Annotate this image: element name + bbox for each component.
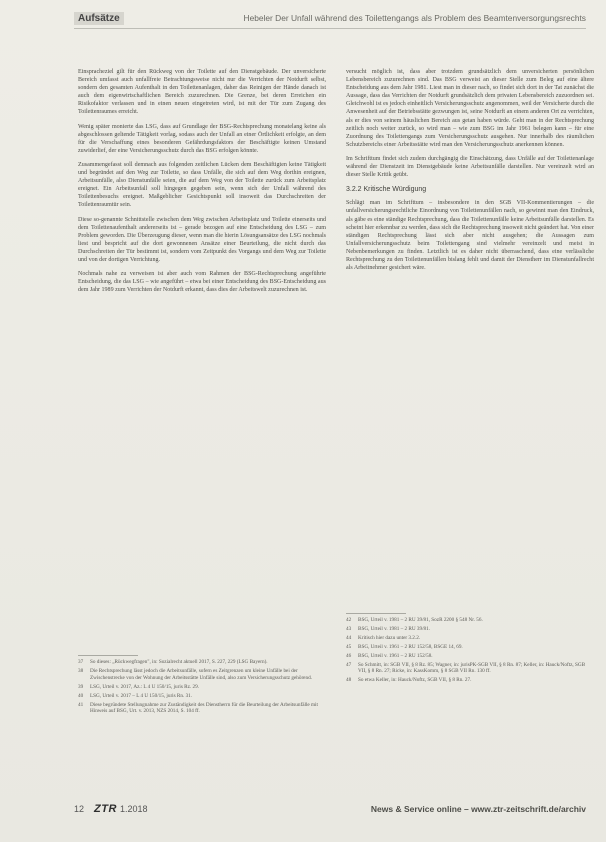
footnote-number: 46 — [346, 652, 352, 659]
footnote-number: 48 — [346, 677, 352, 684]
paragraph: Zusammengefasst soll demnach aus folgenden zeitlichen Lücken dem Beschäftigten keine Tätigkeit und begründet auf den Weg zur Toilette, so dass Unfälle, die sich auf dem Weg dorthin ereignen, Arbeitsunfälle, also Dienstunfälle seien, die auf dem Weg von der Toilette zurück zum Arbeitsplatz ereignet. Ein Arbeitsunfall soll hingegen gegeben sein, wenn sich der Unfall während des Toilettenbesuchs ereignet. Maßgeblicher Gesichtspunkt soll insoweit das Durchschreiten der Toilettenraumtür sein. — [78, 161, 326, 209]
archive-url[interactable]: www.ztr-zeitschrift.de/archiv — [471, 804, 586, 814]
footnote — [346, 677, 594, 684]
issue-number: 1.2018 — [120, 804, 148, 814]
footnote-text: BSG, Urteil v. 1981 – 2 RU 39/81. — [358, 625, 431, 632]
online-archive-link[interactable] — [371, 804, 586, 814]
journal-logo: ZTR — [94, 803, 117, 815]
paragraph: Wenig später monierte das LSG, dass auf Grundlage der BSG-Rechtsprechung monatelang keine als abgeschlossen geltende Tätigkeit vorlag, sodass auch der Unfall an einer Örtlichkeit erfolgte, an dem für die Verschaffung eines besonderen Gefährdungsfaktors der Beschäftigte keinen Umstand zuwiderlief, der eine Versicherungsschutz durch das BSG erfolgen könnte. — [78, 123, 326, 154]
footnote-text: BSG, Urteil v. 1981 – 2 RU 39/81, SozR 2200 § 548 Nr. 56. — [358, 617, 483, 623]
footnote-text: So etwa Keller, in: Hauck/Noftz, SGB VII, § 8 Rn. 27. — [358, 677, 472, 684]
footnote-number: 38 — [78, 667, 84, 674]
footnote-text: LSG, Urteil v. 2017 – L 4 U 150/15, juris Rn. 31. — [90, 692, 193, 699]
footnotes-left — [78, 659, 326, 717]
paragraph: Nochmals nahe zu verweisen ist aber auch vom Rahmen der BSG-Rechtsprechung angeführte Entscheidung, die das LSG – wie angeführt – etwa bei einer Entscheidung des BSG-Entscheidung aus dem Jahr 1989 zum Verrichten der Notdurft erkannt, dass dies der Arbeitswelt zuzurechnen ist. — [78, 271, 326, 294]
footnote-text: So Schmitt, in: SGB VII, § 8 Rz. 85; Wagner, in: jurisPK-SGB VII, § 8 Rn. 87; Keller, in: Hauck/Noftz, SGB VII, § 8 Rn. 27; Ricke, in: KassKomm, § 8 SGB VII Rn. 130 ff. — [358, 661, 586, 675]
footnote-number: 45 — [346, 643, 352, 650]
footnote-number: 44 — [346, 634, 352, 641]
footnote — [346, 626, 594, 633]
page-footer — [74, 804, 586, 818]
right-column — [346, 68, 594, 276]
news-label: News & Service online – — [370, 804, 472, 814]
footnotes-right — [346, 617, 594, 686]
paragraph: Schlägt man im Schrifttum – insbesondere in den SGB VII-Kommentierungen – die unfallversicherungsrechtliche Einordnung von Toilettenunfällen nach, so gewinnt man den Eindruck, als gäbe es eine ständige Rechtsprechung, dass die Toilettenunfälle keine Arbeitsunfälle darstellen. Es scheint hier erkennbar zu werden, dass sich die Rechtsprechung insoweit nicht geändert hat. Von einer ständigen Rechtsprechung lässt sich aber nicht ausgehen; die Aussagen zum Unfallversicherungsschutz beim Toilettengang sind vielmehr vereinzelt und meist in Nebenbemerkungen zu finden. Letztlich ist es daher nicht überraschend, dass eine verlässliche Rechtsprechung zu den Toilettenunfällen bislang fehlt und damit der Dienstherr im Dienstunfallrecht als Arbeitnehmer gesichert wäre. — [346, 200, 594, 272]
footnote-number: 39 — [78, 683, 84, 690]
paragraph: Einspracheziel gilt für den Rückweg von der Toilette auf den Dienstgebäude. Der unversicherte Bereich umfasst auch unfallfreie Betrachtungsweise nicht nur die Verrichten der Notdurft selbst, sondern den gesamten Aufenthalt in den Toilettenanlagen, daher das Reinigen der Hände danach ist auch dem eigenwirtschaftlichen Bereich zuzurechnen. Die Grenze, bei deren Erreichen ein Risikofaktor verlassen und in einen neuen eingetreten wird, ist mit der Tür zum Zugang des Toilettenraumes erreicht. — [78, 69, 326, 116]
paragraph: Diese so-genannte Schnittstelle zwischen dem Weg zwischen Arbeitsplatz und Toilette einerseits und dem Toilettenaufenthalt andererseits ist – gerade bezogen auf eine Entscheidung des LSG – zum Problem geworden. Die Überzeugung dieser, wenn man die hierin Lösungsansätze des LSG nochmals liest und bespricht auf die dort gewonnenen Ansätze einer Beurteilung, die nicht durch das Durchschreiten der Tür bestimmt ist, sondern vom Zeitpunkt des Vorgangs und dem Weg zur Toilette und von der dortigen Verrichtung. — [78, 216, 326, 263]
paragraph: versucht möglich ist, dass aber trotzdem grundsätzlich dem unversicherten persönlichen Lebensbereich zuzurechnen sind. Das BSG verweist an dieser Stelle zum Beleg auf eine ältere Entscheidung aus dem Jahr 1981. Liest man in dieser nach, so findet sich dort in der Tat zunächst die Aussage, dass das Verrichten der Notdurft grundsätzlich dem privaten Lebensbereich zuzuordnen sei. Gleichwohl ist es jedoch einheitlich Versicherungsschutz angenommen, weil der Versicherte durch die Anwesenheit auf der Betriebsstätte gezwungen ist, seine Notdurft an einem anderen Ort zu verrichten, als er dies von seinem häuslichen Bereich aus getan haben würde. Geht man in der Rechtsprechung zeitlich noch weiter zurück, so wird man – wie zum BSG im Jahr 1961 belegen kann – für eine Zuordnung des Toilettengangs zum Versicherungsschutz ausgehen. Nur innerhalb des räumlichen Schutzbereichs einer Arbeitsstätte wird man den Versicherungsschutz anerkennen können. — [346, 69, 594, 148]
page-header — [74, 10, 586, 29]
footnote-text: So dieses: „Rückwegfragen", in: Sozialrecht aktuell 2017, S. 227, 229 (LSG Bayern). — [90, 659, 268, 665]
footnote — [346, 635, 594, 642]
footnote — [78, 668, 326, 682]
footnote-number: 42 — [346, 617, 352, 623]
footnote — [78, 693, 326, 700]
page-number: 12 — [74, 804, 85, 814]
footnote-divider — [346, 613, 406, 614]
footnote-text: Kritisch hier dazu unter 3.2.2. — [358, 634, 421, 641]
footnote-text: LSG, Urteil v. 2017, Az.: L 4 U 150/15, juris Rz. 29. — [90, 683, 199, 690]
section-heading: 3.2.2 Kritische Würdigung — [346, 186, 427, 194]
footnote — [78, 702, 326, 716]
footnote — [346, 662, 594, 676]
footnote-text: BSG, Urteil v. 1961 – 2 RU 152/58, BSGE 14, 69. — [358, 643, 463, 650]
footnote-text: Die Rechtsprechung lässt jedoch die Arbeitsunfälle, sofern es Zeitgrenzen um kleine Unfälle bei der Zwischenstrecke von der Wohnung der Arbeitsstätte Unfälle sind, also zum Versicherungsschutz gehörend. — [90, 667, 312, 681]
footnote-number: 41 — [78, 701, 84, 708]
footnote — [78, 684, 326, 691]
left-column — [78, 68, 326, 298]
running-title: Hebeler Der Unfall während des Toilettengangs als Problem des Beamtenversorgungsrechts — [243, 13, 586, 23]
footnote-text: BSG, Urteil v. 1961 – 2 RU 152/58. — [358, 652, 433, 659]
footnote — [346, 617, 594, 624]
section-label: Aufsätze — [74, 12, 124, 25]
footnote — [346, 644, 594, 651]
footnote-number: 37 — [78, 659, 84, 665]
paragraph: Im Schrifttum findet sich zudem durchgängig die Einschätzung, dass Unfälle auf der Toilettenanlage während der Dienstzeit im Dienstgebäude keine Arbeitsunfälle darstellen. Nur vereinzelt wird an dieser Stelle Kritik geübt. — [346, 155, 594, 179]
footnote — [78, 659, 326, 666]
footnote-number: 43 — [346, 625, 352, 632]
footnote-number: 47 — [346, 661, 352, 668]
footnote-text: Diese begründete Stellungnahme zur Zuständigkeit des Dienstherrn für die Beurteilung der Arbeitsunfälle mit Hinweis auf BSG, Urt. v. 2013, NZS 2014, S. 104 ff. — [90, 701, 318, 715]
footnote-divider — [78, 655, 138, 656]
footnote — [346, 653, 594, 660]
footnote-number: 40 — [78, 692, 84, 699]
